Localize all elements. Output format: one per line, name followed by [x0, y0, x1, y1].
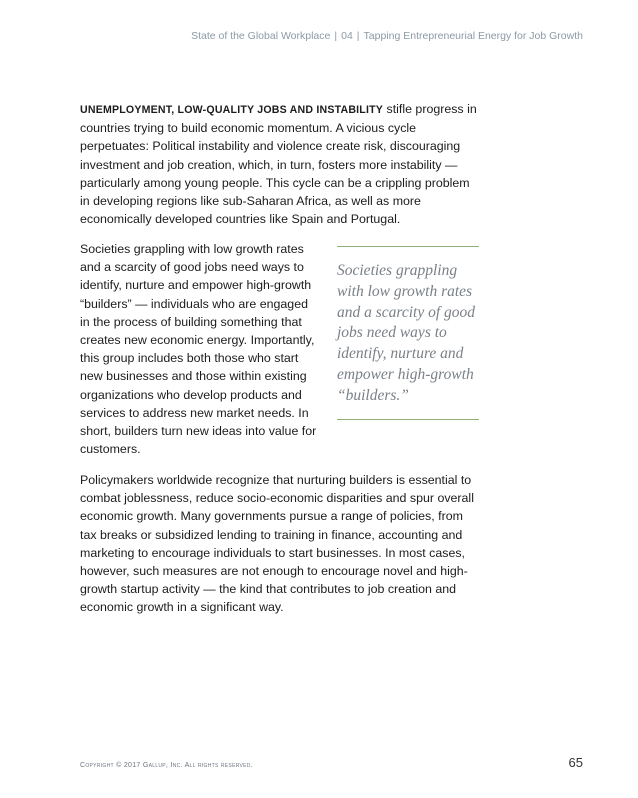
header-separator: | [334, 30, 338, 42]
paragraph-lead-in: UNEMPLOYMENT, LOW-QUALITY JOBS AND INSTABILITY [80, 104, 384, 116]
body-paragraph-1 [80, 100, 480, 228]
section-number: 04 [341, 30, 353, 42]
page-number: 65 [568, 755, 583, 770]
body-paragraph-2: Societies grappling with low growth rates and a scarcity of good jobs need ways to identify, nurture and empower high-growth “builders” — individuals who are engaged in the process of building something that creates new economic energy. Importantly, this group includes both those who start new businesses and those within existing organizations who develop products and services to address new market needs. In short, builders turn new ideas into value for customers. [80, 242, 317, 457]
header-separator: | [356, 30, 360, 42]
paragraph-text: stifle progress in countries trying to build economic momentum. A vicious cycle perpetuates: Political instability and violence create risk, discouraging investment and job creation, which, in turn, fosters more instability — particularly among young people. This cycle can be a crippling problem in developing regions like sub-Saharan Africa, as well as more economically developed countries like Spain and Portugal. [80, 102, 477, 227]
pull-quote-text: Societies grappling with low growth rates and a scarcity of good jobs need ways to identify, nurture and empower high-growth “builders.” [337, 262, 476, 404]
copyright-notice: Copyright © 2017 Gallup, Inc. All rights reserved. [80, 762, 253, 769]
publication-title: State of the Global Workplace [191, 30, 331, 42]
running-header [191, 30, 583, 42]
pull-quote [337, 246, 479, 420]
body-paragraph-3: Policymakers worldwide recognize that nurturing builders is essential to combat joblessness, reduce socio-economic disparities and spur overall economic growth. Many governments pursue a range of policies, from tax breaks or subsidized lending to training in finance, accounting and marketing to encourage individuals to start businesses. In most cases, however, such measures are not enough to encourage novel and high-growth startup activity — the kind that contributes to job creation and economic growth in a significant way. [80, 473, 474, 615]
section-title: Tapping Entrepreneurial Energy for Job Growth [363, 30, 583, 42]
